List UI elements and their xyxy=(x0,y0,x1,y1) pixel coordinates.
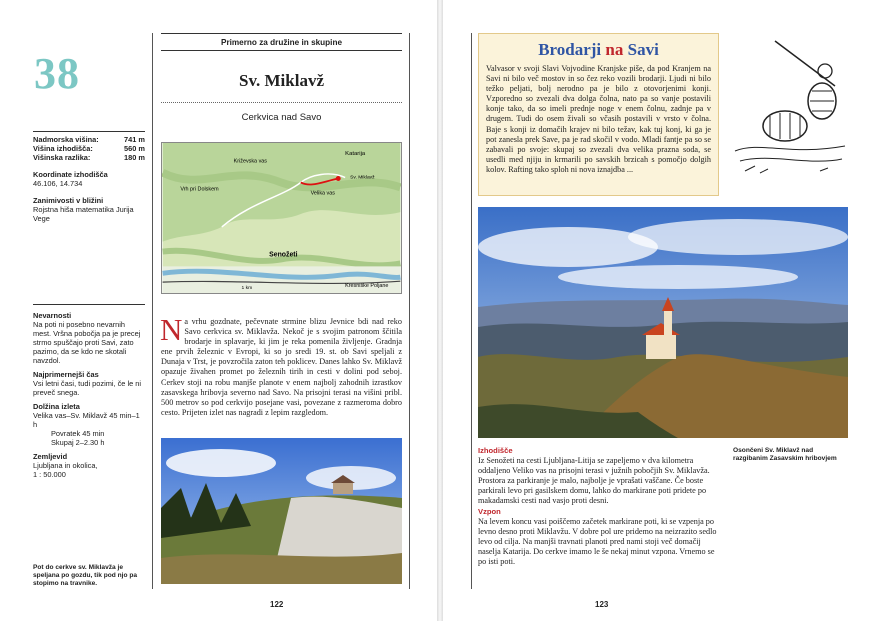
main-body-text xyxy=(160,312,402,418)
length-time-1: 45 min–1 h xyxy=(33,411,140,429)
map-label: Zemljevid xyxy=(33,452,68,461)
start-value: 560 m xyxy=(124,144,145,153)
book-gutter xyxy=(437,0,443,621)
map-label-miklavz: Sv. Miklavž xyxy=(350,175,375,181)
box-title xyxy=(486,40,711,60)
left-caption: Pot do cerkve sv. Miklavža je speljana po gozdu, tik pod njo pa stopimo na travnike. xyxy=(33,564,138,587)
page-number-left: 122 xyxy=(270,600,284,609)
coords-value: 46.106, 14.734 xyxy=(33,179,83,188)
facts-block-altitude xyxy=(33,131,145,223)
length-route-2: Povratek xyxy=(51,429,81,438)
sights-value: Rojstna hiša matematika Jurija Vege xyxy=(33,205,134,223)
diff-value: 180 m xyxy=(124,153,145,162)
length-route-1: Velika vas–Sv. Miklavž xyxy=(33,411,108,420)
start-label: Višina izhodišča: xyxy=(33,144,93,153)
column-rule-right xyxy=(409,33,410,589)
right-caption: Osončeni Sv. Miklavž nad razgibanim Zasavskim hribovjem xyxy=(733,447,837,462)
map-value-2: 1 : 50.000 xyxy=(33,470,66,479)
danger-value: Na poti ni posebno nevarnih mest. Vršna pobočja pa je precej strmo spuščajo proti Savi, zato pazimo, da se kdo ne skotali navzdol. xyxy=(33,320,141,365)
tour-number: 38 xyxy=(34,49,80,98)
barrel-rafting-illustration xyxy=(730,31,848,186)
body-paragraph: a vrhu gozdnate, pečevnate strmine blizu Jevnice bdi nad reko Savo cerkvica sv. Miklavža. Nekoč je s svojim patronom ščitila brodarje in splavarje, ki jim je reka pomenila življenje. Gradnja ene prvih železnic v Evropi, ki so jo sredi 19. st. ob Savi speljali z Dunaja v Trst, je povzročila zaton teh poklicev. Danes lahko Sv. Miklavž opazuje živahen promet po železnih tirih in cesti v dolini pod seboj. Cerkev stoji na robu manjše planote v enem najbolj zahodnih izrastkov zasavskega hribovja severno nad Savo. Na prisojni terasi na višini pribl. 500 metrov so pod cerkvijo posejane vasi, povezane z razmeroma dobro cesto. Prijeten izlet nas nagradi z lepim razgledom. xyxy=(161,317,402,417)
sidebar-box-brodarji xyxy=(478,33,719,196)
izhodisce-text: Iz Senožeti na cesti Ljubljana-Litija se zapeljemo v dva kilometra oddaljeno Veliko vas na prisojni terasi v južnih pobočjih Sv. Miklavža. Prostora za parkiranje je malo, najbolje je vprašati vaščane. Če boste parkirali levo pri gasilskem domu, lahko do markirane poti pridete po makadamski cesti nad vasjo proti desni. xyxy=(478,456,710,506)
map-label-senozeti: Senožeti xyxy=(269,251,298,259)
map-scale: 1 km xyxy=(241,286,253,292)
box-title-word-3: Savi xyxy=(627,40,659,59)
page-title: Sv. Miklavž xyxy=(238,71,324,90)
box-title-word-1: Brodarji xyxy=(538,40,602,59)
best-time-label: Najprimernejši čas xyxy=(33,370,99,379)
vzpon-heading: Vzpon xyxy=(478,506,501,516)
box-text: Valvasor v svoji Slavi Vojvodine Kranjske piše, da pod Kranjem na Savi ni bilo več mostov in so čez reko vozili brodarji. Ljudi ni bilo težko peljati, bolj nerodno pa je bilo z otovorjenimi konji. Vzporedno so zvezali dva dolga čolna, nato pa so vanje postavili konje tako, da so imeli prednje noge v enem čolnu, zadnje pa v drugem. Tudi do osem živali so včasih postavili v vrsto v čolna. Baje s konji iz domačih krajev ni bilo težav, kak tuj konj, ki ga je pot zanesla prek Save, pa je rad skočil v vodo. Mladi fantje pa so se zabavali po svoje: skupaj so zvezali dva velika prazna soda, se usedli med njiju in krmarili po savskih brzicah s pomočjo dolgih kolov. Rafting tako sploh ni nova iznajdba ... xyxy=(486,64,711,174)
diff-label: Višinska razlika: xyxy=(33,153,91,162)
map-label-kresnice: Kresniške Poljane xyxy=(345,283,389,290)
map-label-vrh: Vrh pri Dolskem xyxy=(180,186,219,193)
altitude-value: 741 m xyxy=(124,135,145,144)
danger-label: Nevarnosti xyxy=(33,311,72,320)
length-route-3: Skupaj xyxy=(51,438,74,447)
map-label-velika: Velika vas xyxy=(310,190,335,197)
izhodisce-heading: Izhodišče xyxy=(478,446,513,455)
sights-label: Zanimivosti v bližini xyxy=(33,196,104,205)
best-time-value: Vsi letni časi, tudi pozimi, če le ni preveč snega. xyxy=(33,379,142,397)
column-rule-left xyxy=(152,33,153,589)
forest-path-photo xyxy=(161,438,402,584)
title-block xyxy=(161,33,402,123)
facts-block-trip xyxy=(33,304,145,479)
map-label-krizevska: Križevska vas xyxy=(233,158,267,165)
map-label-katarija: Katarija xyxy=(345,150,366,157)
altitude-label: Nadmorska višina: xyxy=(33,135,99,144)
coords-label: Koordinate izhodišča xyxy=(33,170,108,179)
route-description xyxy=(478,446,724,567)
length-time-2: 45 min xyxy=(82,429,105,438)
page-subtitle: Cerkvica nad Savo xyxy=(241,112,322,123)
length-time-3: 2–2.30 h xyxy=(75,438,105,447)
length-label: Dolžina izleta xyxy=(33,402,80,411)
column-rule-right-page xyxy=(471,33,472,589)
drop-cap: N xyxy=(160,312,183,347)
topographic-map xyxy=(161,142,402,294)
church-landscape-photo xyxy=(478,207,848,438)
page-number-right: 123 xyxy=(595,600,609,609)
map-value-1: Ljubljana in okolica, xyxy=(33,461,98,470)
box-title-word-2: na xyxy=(601,40,628,59)
vzpon-text: Na levem koncu vasi poiščemo začetek markirane poti, ki se vzpenja po levno desno proti Miklavžu. V dobre pol ure pridemo na neizrazito sedlo levo od cilja. Na manjši travnati planoti pred nami stoji več domačij naselja Katarija. Do cerkve imamo le še nekaj minut vzpona. Vrnemo se po isti poti. xyxy=(478,516,717,567)
category-label: Primerno za družine in skupine xyxy=(220,38,343,47)
